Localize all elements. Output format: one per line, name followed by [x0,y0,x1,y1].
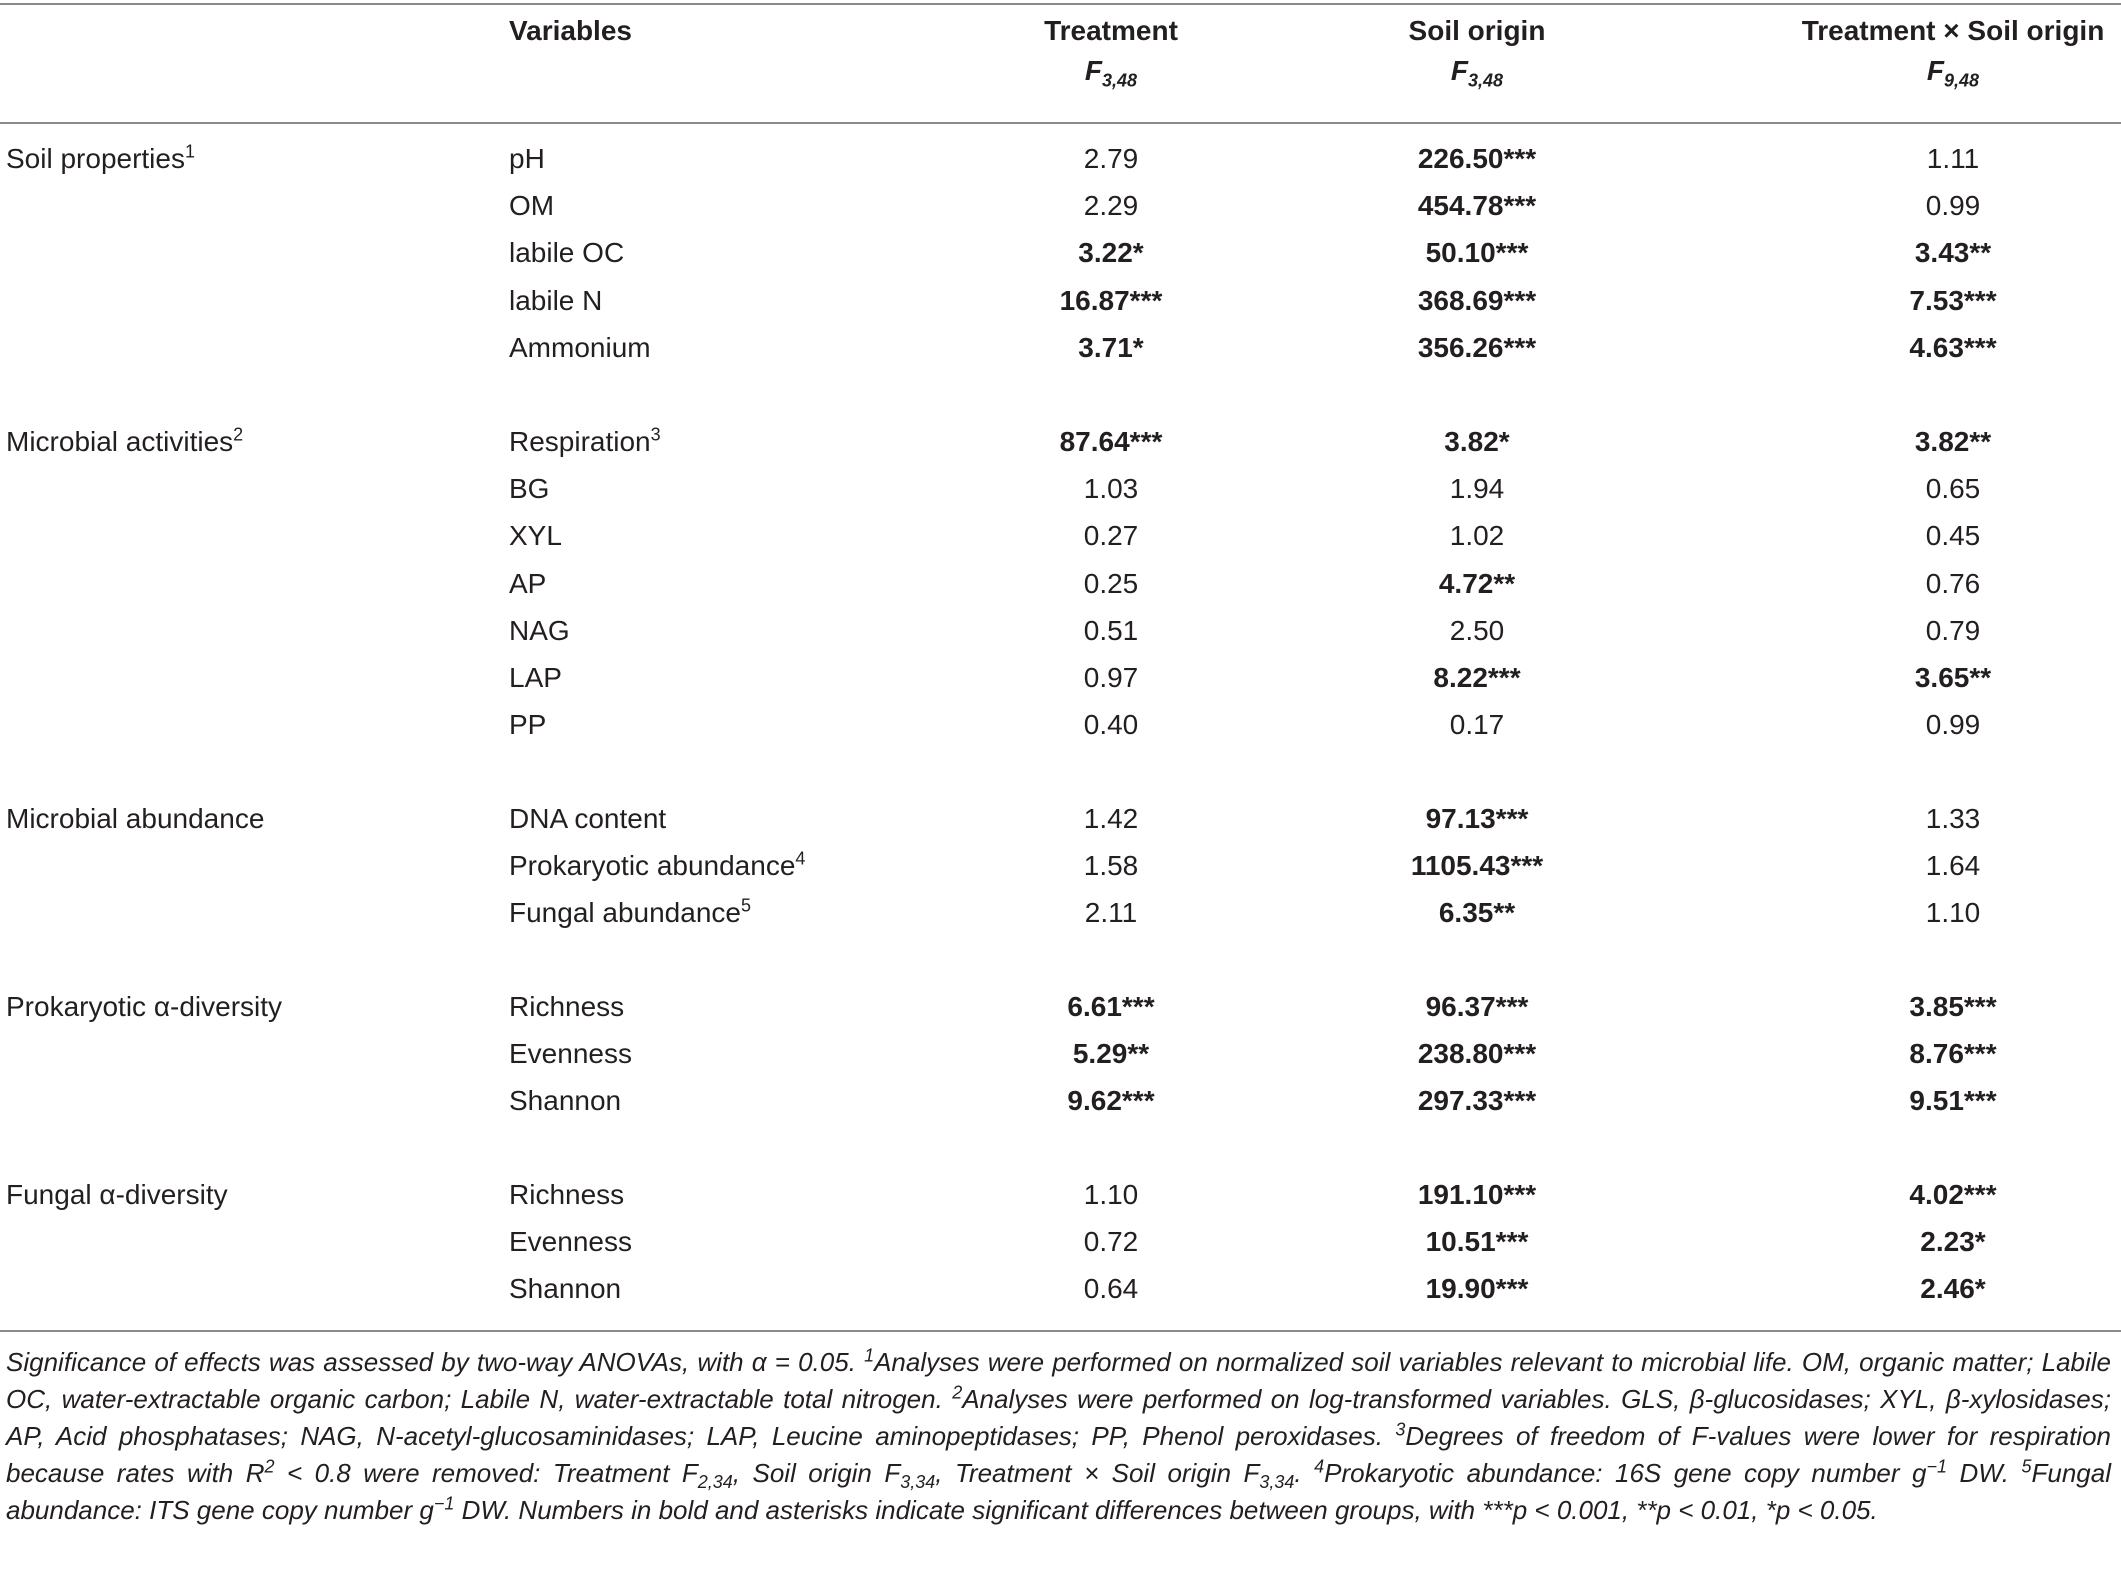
variable-label: NAG [509,615,570,646]
soil-origin-f-value: 238.80*** [1417,1038,1537,1069]
soil-origin-f-value: 19.90*** [1425,1273,1529,1304]
soil-origin-f-value: 6.35** [1438,897,1516,928]
interaction-f-value: 1.33 [1925,803,1981,834]
treatment-f-value: 1.58 [1083,850,1139,881]
category-label: Soil properties$^1$ [6,141,195,174]
category-label: Prokaryotic α-diversity [6,991,283,1022]
header-treatment: Treatment [1044,15,1178,46]
treatment-f-value: 2.29 [1083,190,1139,221]
variable-label: Fungal abundance$^5$ [509,895,751,928]
soil-origin-f-value: 191.10*** [1417,1179,1537,1210]
treatment-f-value: 1.10 [1083,1179,1139,1210]
variable-label: pH [509,143,545,174]
treatment-f-value: 0.97 [1083,662,1139,693]
treatment-f-value: 9.62*** [1067,1085,1155,1116]
top-rule [0,3,2121,5]
variable-label: Evenness [509,1226,632,1257]
soil-origin-f-value: 297.33*** [1417,1085,1537,1116]
interaction-f-value: 0.76 [1925,568,1981,599]
soil-origin-f-value: 97.13*** [1425,803,1529,834]
treatment-f-value: 5.29** [1072,1038,1150,1069]
variable-label: labile OC [509,237,625,268]
header-interaction: Treatment × Soil origin [1801,15,2105,46]
soil-origin-f-value: 10.51*** [1425,1226,1529,1257]
variable-label: Prokaryotic abundance$^4$ [509,848,806,881]
treatment-f-value: 3.22* [1078,237,1144,268]
treatment-f-value: 1.03 [1083,473,1139,504]
variable-label: Richness [509,1179,625,1210]
treatment-f-value: 0.51 [1083,615,1139,646]
treatment-f-value: 2.79 [1083,143,1139,174]
header-variables: Variables [509,15,632,46]
variable-label: Shannon [509,1085,622,1116]
table-footnote: Significance of effects was assessed by two-way ANOVAs, with α = 0.05. $^1$Analyses were performed on normalized soil variables relevant to microbial life. OM, organic matter; Labile OC, water-extractable organic carbon; Labile N, water-extractable total nitrogen. $^2$Analyses were performed on log-transformed variables. GLS, β-glucosidases; XYL, β-xylosidases; AP, Acid phosphatases; NAG, N-acetyl-glucosaminidases; LAP, Leucine aminopeptidases; PP, Phenol peroxidases. $^3$Degrees of freedom of F-values were lower for respiration because rates with $R^2 < 0.8$ were removed: Treatment $F_{2,34}$, Soil origin $F_{3,34}$, Treatment × Soil origin $F_{3,34}$. $^4$Prokaryotic abundance: 16S gene copy number $g^{-1}$ DW. $^5$Fungal abundance: ITS gene copy number $g^{-1}$ DW. Numbers in bold and asterisks indicate significant differences between groups, with ***p < 0.001, **p < 0.01, *p < 0.05. [6,1345,2111,1525]
variable-label: BG [509,473,550,504]
interaction-f-value: 3.65** [1914,662,1992,693]
interaction-f-value: 4.02*** [1909,1179,1997,1210]
soil-origin-f-value: 50.10*** [1425,237,1529,268]
soil-origin-f-value: 96.37*** [1425,991,1529,1022]
variable-label: OM [509,190,555,221]
interaction-f-value: 0.99 [1925,709,1981,740]
treatment-f-value: 2.11 [1084,897,1138,928]
treatment-f-value: 0.72 [1083,1226,1139,1257]
soil-origin-f-value: 356.26*** [1417,332,1537,363]
treatment-f-value: 0.25 [1083,568,1139,599]
interaction-f-value: 8.76*** [1909,1038,1997,1069]
variable-label: labile N [509,285,603,316]
soil-origin-f-value: 8.22*** [1433,662,1521,693]
header-soil-df: $F_{3,48}$ [1450,55,1504,91]
interaction-f-value: 1.11 [1926,143,1980,174]
interaction-f-value: 0.99 [1925,190,1981,221]
treatment-f-value: 6.61*** [1067,991,1155,1022]
interaction-f-value: 3.43** [1914,237,1992,268]
header-rule [0,122,2121,124]
soil-origin-f-value: 368.69*** [1417,285,1537,316]
interaction-f-value: 0.65 [1925,473,1981,504]
bottom-rule [0,1330,2121,1332]
soil-origin-f-value: 2.50 [1449,615,1505,646]
interaction-f-value: 7.53*** [1909,285,1997,316]
treatment-f-value: 0.27 [1083,520,1139,551]
variable-label: LAP [509,662,562,693]
treatment-f-value: 3.71* [1078,332,1144,363]
interaction-f-value: 1.10 [1925,897,1981,928]
interaction-f-value: 2.23* [1920,1226,1986,1257]
variable-label: PP [509,709,547,740]
interaction-f-value: 4.63*** [1909,332,1997,363]
soil-origin-f-value: 454.78*** [1417,190,1537,221]
category-label: Fungal α-diversity [6,1179,228,1210]
header-soil-origin: Soil origin [1408,15,1546,46]
variable-label: XYL [509,520,562,551]
soil-origin-f-value: 1.02 [1449,520,1505,551]
variable-label: AP [509,568,547,599]
variable-label: Ammonium [509,332,651,363]
treatment-f-value: 0.40 [1083,709,1139,740]
header-interaction-df: $F_{9,48}$ [1926,55,1980,91]
interaction-f-value: 0.45 [1925,520,1981,551]
treatment-f-value: 1.42 [1083,803,1139,834]
interaction-f-value: 9.51*** [1909,1085,1997,1116]
soil-origin-f-value: 3.82* [1444,426,1510,457]
variable-label: Richness [509,991,625,1022]
interaction-f-value: 2.46* [1920,1273,1986,1304]
interaction-f-value: 3.85*** [1909,991,1997,1022]
soil-origin-f-value: 226.50*** [1417,143,1537,174]
treatment-f-value: 16.87*** [1059,285,1163,316]
variable-label: Evenness [509,1038,632,1069]
category-label: Microbial activities$^2$ [6,424,244,457]
soil-origin-f-value: 4.72** [1438,568,1516,599]
soil-origin-f-value: 1.94 [1449,473,1505,504]
treatment-f-value: 87.64*** [1059,426,1163,457]
variable-label: Respiration$^3$ [509,424,661,457]
interaction-f-value: 3.82** [1914,426,1992,457]
soil-origin-f-value: 1105.43*** [1410,850,1544,881]
header-treatment-df: $F_{3,48}$ [1084,55,1138,91]
variable-label: Shannon [509,1273,622,1304]
category-label: Microbial abundance [6,803,265,834]
soil-origin-f-value: 0.17 [1449,709,1505,740]
interaction-f-value: 0.79 [1925,615,1981,646]
treatment-f-value: 0.64 [1083,1273,1139,1304]
variable-label: DNA content [509,803,667,834]
interaction-f-value: 1.64 [1925,850,1981,881]
